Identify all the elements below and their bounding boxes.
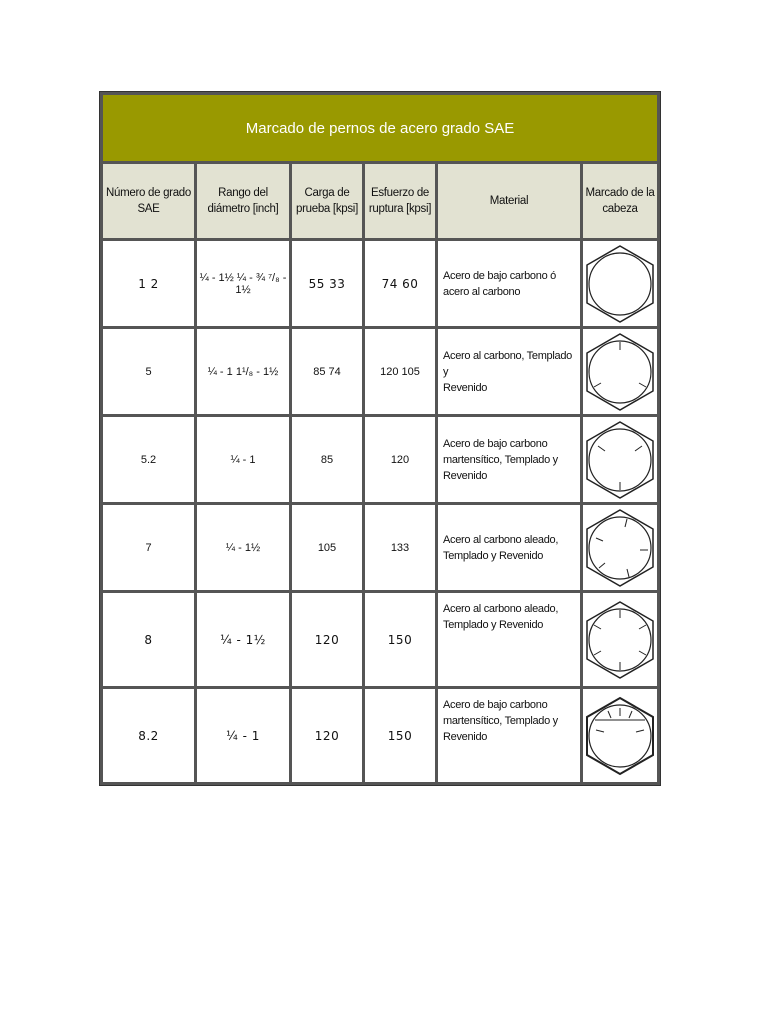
marking-cell [583, 505, 657, 590]
header-proof-load: Carga de prueba [kpsi] [292, 164, 362, 238]
header-material: Material [438, 164, 580, 238]
hex-3-lines-icon [585, 332, 655, 412]
tensile-cell: 120 105 [365, 329, 435, 414]
table-row [103, 689, 657, 782]
hex-3-curved-lines-icon [585, 420, 655, 500]
grade-cell: 7 [103, 505, 194, 590]
tensile-cell: 74 60 [365, 241, 435, 326]
tensile-cell: 120 [365, 417, 435, 502]
material-cell [438, 417, 580, 502]
table-row [103, 329, 657, 414]
header-tensile: Esfuerzo de ruptura [kpsi] [365, 164, 435, 238]
tensile-cell: 133 [365, 505, 435, 590]
table-row [103, 593, 657, 686]
hex-6-lines-icon [585, 600, 655, 680]
grade-cell: 8 [103, 593, 194, 686]
material-text: Acero al carbono aleado, Templado y Revenido [443, 603, 559, 631]
header-marking: Marcado de la cabeza [583, 164, 657, 238]
header-row [103, 164, 657, 238]
diameter-cell: ¼ - 1 [197, 417, 289, 502]
marking-cell [583, 417, 657, 502]
material-text: Acero de bajo carbono martensítico, Templado y Revenido [443, 699, 558, 743]
material-cell [438, 329, 580, 414]
title-row [103, 95, 657, 161]
marking-cell [583, 593, 657, 686]
diameter-cell: ¼ - 1 [197, 689, 289, 782]
grade-cell: 5 [103, 329, 194, 414]
tensile-cell: 150 [365, 689, 435, 782]
bolt-grade-table [99, 91, 661, 786]
grade-cell: 5.2 [103, 417, 194, 502]
table-row [103, 241, 657, 326]
diameter-cell: ¼ - 1½ [197, 593, 289, 686]
table-title: Marcado de pernos de acero grado SAE [103, 95, 657, 161]
material-text: Acero al carbono, Templado y Revenido [443, 349, 572, 394]
diameter-cell: ¼ - 1½ [197, 505, 289, 590]
header-diameter: Rango del diámetro [inch] [197, 164, 289, 238]
material-text: Acero al carbono aleado, Templado y Revenido [443, 533, 559, 562]
grade-cell: 1 2 [103, 241, 194, 326]
proof-load-cell: 120 [292, 593, 362, 686]
material-cell [438, 689, 580, 782]
proof-load-cell: 120 [292, 689, 362, 782]
tensile-cell: 150 [365, 593, 435, 686]
table-row [103, 417, 657, 502]
material-cell [438, 241, 580, 326]
material-text: Acero de bajo carbono ó acero al carbono [443, 269, 556, 298]
grade-cell: 8.2 [103, 689, 194, 782]
material-text: Acero de bajo carbono martensítico, Templado y Revenido [443, 437, 558, 482]
marking-cell [583, 241, 657, 326]
marking-cell [583, 689, 657, 782]
diameter-cell: ¼ - 1½ ¼ - ¾ ⁷/₈ - 1½ [197, 241, 289, 326]
proof-load-cell: 105 [292, 505, 362, 590]
proof-load-cell: 55 33 [292, 241, 362, 326]
hex-5-lines-icon [585, 508, 655, 588]
proof-load-cell: 85 74 [292, 329, 362, 414]
table-row [103, 505, 657, 590]
material-cell [438, 593, 580, 686]
material-cell [438, 505, 580, 590]
diameter-cell: ¼ - 1 1¹/₈ - 1½ [197, 329, 289, 414]
hex-plain-icon [585, 244, 655, 324]
header-grade: Número de grado SAE [103, 164, 194, 238]
marking-cell [583, 329, 657, 414]
hex-sunburst-icon [585, 696, 655, 776]
proof-load-cell: 85 [292, 417, 362, 502]
